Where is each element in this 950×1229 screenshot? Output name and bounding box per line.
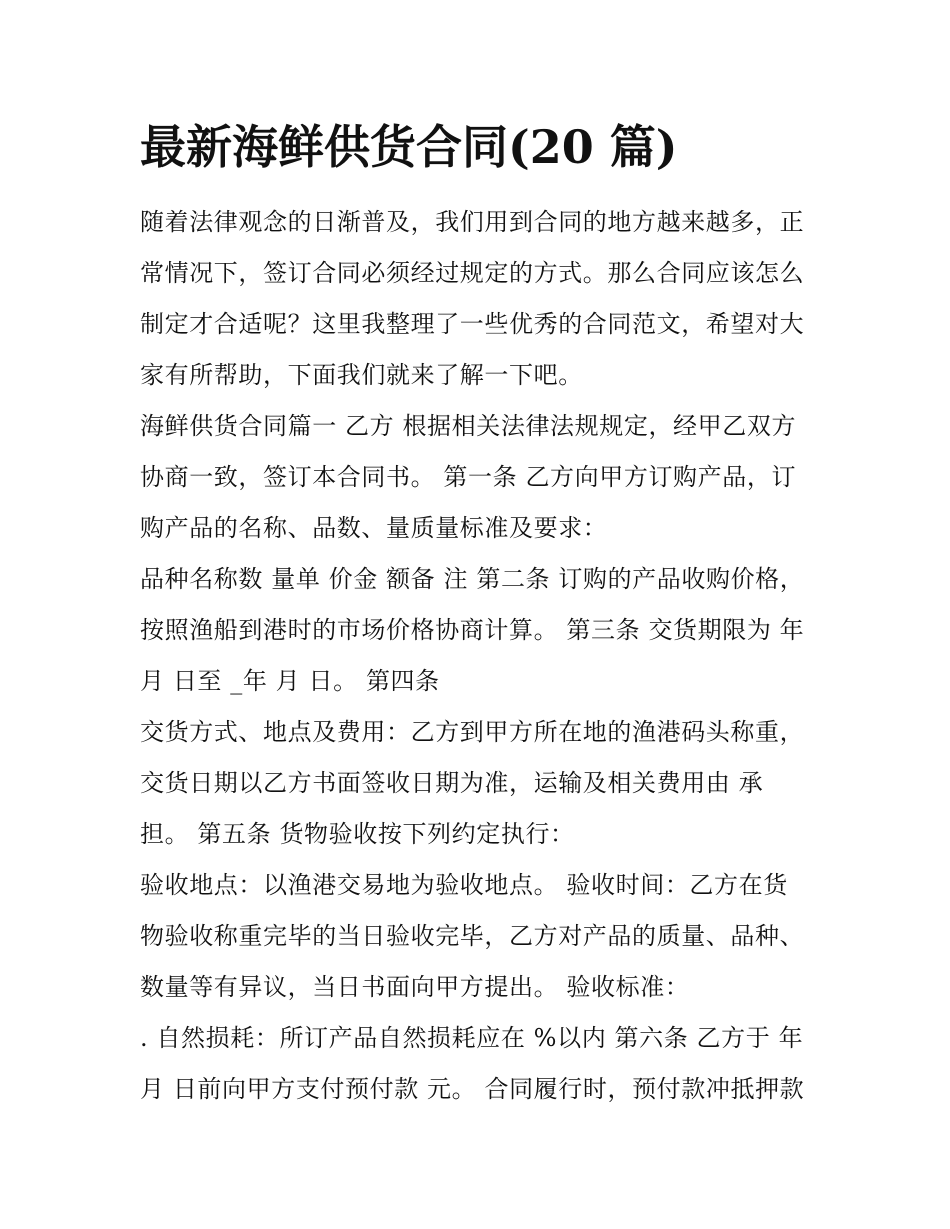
body-line-16: 数量等有异议，当日书面向甲方提出。 验收标准： bbox=[140, 973, 690, 1001]
body-line-17: . 自然损耗：所订产品自然损耗应在 %以内 第六条 乙方于 年 bbox=[140, 1024, 804, 1052]
body-line-13: 担。 第五条 货物验收按下列约定执行： bbox=[140, 820, 575, 848]
body-line-2: 常情况下，签订合同必须经过规定的方式。那么合同应该怎么 bbox=[140, 259, 805, 287]
body-line-1: 随着法律观念的日渐普及，我们用到合同的地方越来越多，正 bbox=[140, 208, 805, 236]
body-line-4: 家有所帮助，下面我们就来了解一下吧。 bbox=[140, 361, 583, 389]
body-line-18: 月 日前向甲方支付预付款 元。 合同履行时，预付款冲抵押款 bbox=[140, 1075, 805, 1103]
body-line-9: 按照渔船到港时的市场价格协商计算。 第三条 交货期限为 年 bbox=[140, 616, 805, 644]
body-line-7: 购产品的名称、品数、量质量标准及要求： bbox=[140, 514, 608, 542]
body-line-14: 验收地点：以渔港交易地为验收地点。 验收时间：乙方在货 bbox=[140, 871, 788, 899]
body-line-10: 月 日至 _年 月 日。 第四条 bbox=[140, 667, 440, 695]
body-line-15: 物验收称重完毕的当日验收完毕，乙方对产品的质量、品种、 bbox=[140, 922, 805, 950]
body-line-5: 海鲜供货合同篇一 乙方 根据相关法律法规规定，经甲乙双方 bbox=[140, 412, 797, 440]
body-line-3: 制定才合适呢？这里我整理了一些优秀的合同范文，希望对大 bbox=[140, 310, 805, 338]
body-line-6: 协商一致，签订本合同书。 第一条 乙方向甲方订购产品，订 bbox=[140, 463, 797, 491]
body-line-11: 交货方式、地点及费用：乙方到甲方所在地的渔港码头称重， bbox=[140, 718, 805, 746]
body-line-12: 交货日期以乙方书面签收日期为准，运输及相关费用由 承 bbox=[140, 769, 764, 797]
document-title: 最新海鲜供货合同(20 篇) bbox=[140, 120, 678, 174]
body-line-8: 品种名称数 量单 价金 额备 注 第二条 订购的产品收购价格， bbox=[140, 565, 805, 593]
